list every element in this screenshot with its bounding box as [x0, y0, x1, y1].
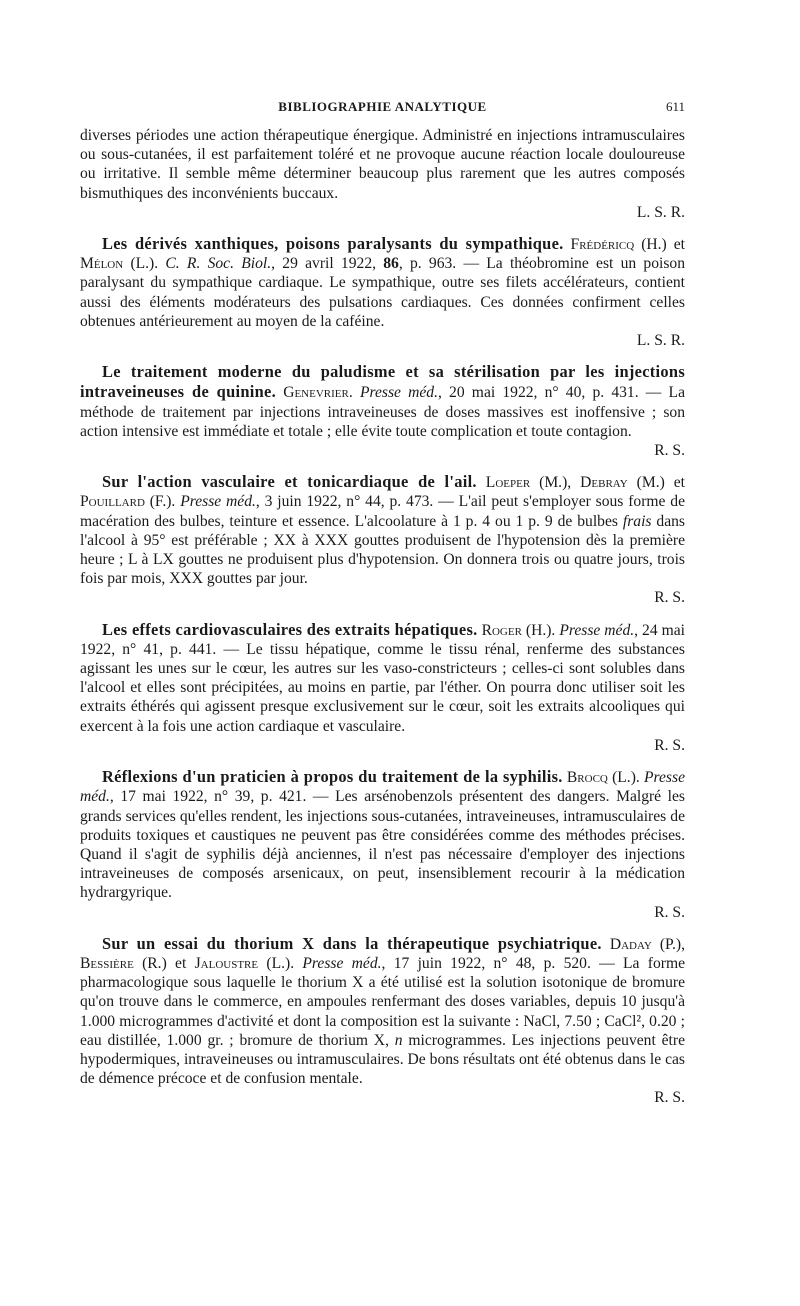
citation: , p. 963. — — [398, 255, 487, 273]
citation: , 24 mai 1922, n° 41, p. 441. — — [80, 621, 685, 658]
author-initials: (P.), — [651, 935, 685, 953]
author-initials: (L.). — [123, 255, 166, 273]
author-name: Bessière — [80, 954, 134, 972]
entry-body: dans l'alcool à 95° est préférable ; XX à XXX gouttes produisent de l'hypotension dès la première heure ; L à LX gouttes ne produisent plus d'hypotension. On donnera trois ou quatre jours, trois fois par mois, XXX gouttes par jour. — [80, 512, 685, 588]
author-name: Brocq — [566, 769, 608, 787]
entry-body: L'ail peut s'employer sous forme de macération des bulbes, teinture et essence. L'alcoolature à 1 p. 4 ou 1 p. 9 de bulbes — [80, 493, 685, 530]
citation: , 17 juin 1922, n° 48, p. 520. — — [381, 954, 624, 972]
entry-text — [80, 126, 685, 203]
bibliography-entry — [80, 620, 685, 755]
entry-body: Les arsénobenzols présentent des dangers. Malgré les grands services qu'elles rendent, les injections sous-cutanées, intraveineuses, intramusculaires de produits toxiques et caustiques ne peuvent pas être considérées comme des méthodes précises. Quand il s'agit de syphilis déjà anciennes, il n'est pas nécessaire d'employer des injections intraveineuses de composés arsenicaux, on peut, insensiblement recourir à la médication hydrargyrique. — [80, 788, 685, 902]
entry-signature: R. S. — [654, 736, 685, 754]
author-initials: . — [348, 384, 360, 402]
volume-number: 86 — [383, 255, 399, 273]
entry-body: microgrammes. Les injections peuvent être hypodermiques, intraveineuses ou intramusculaires. De bons résultats ont été obtenus dans le cas de démence précoce et de confusion mentale. — [80, 1031, 685, 1088]
entry-text — [80, 362, 685, 441]
entry-text — [80, 934, 685, 1089]
bibliography-entry — [80, 934, 685, 1108]
running-head: BIBLIOGRAPHIE ANALYTIQUE — [278, 99, 487, 114]
citation: , 20 mai 1922, n° 40, p. 431. — — [437, 384, 669, 402]
bibliography-entry — [80, 472, 685, 607]
entry-body: diverses périodes une action thérapeutique énergique. Administré en injections intramusculaires ou sous-cutanées, il est parfaitement toléré et ne provoque aucune réaction locale douloureuse ou irritative. Il semble même déterminer beaucoup plus rarement que les autres composés bismuthiques des inconvénients buccaux. — [80, 127, 685, 202]
journal-name: Presse méd. — [80, 769, 685, 806]
entry-body: Le tissu hépatique, comme le tissu rénal, renferme des substances agissant les unes sur le cœur, les autres sur les vaso-constricteurs ; celles-ci sont solubles dans l'alcool et elles sont précipitées, au moins en partie, par l'éther. On pourra donc utiliser soit les extraits éthérés qui agissent presque exclusivement sur le cœur, soit les extraits alcooliques qui exercent à la fois une action cardiaque et vasculaire. — [80, 640, 685, 735]
entry-body: La théobromine est un poison paralysant du sympathique cardiaque. Le sympathique, outre ses filets accélérateurs, contient aussi des éléments modérateurs des pulsations cardiaques. Ces données confirment celles obtenues antérieurement au moyen de la caféine. — [80, 255, 686, 330]
continued-entry — [80, 126, 685, 222]
page-header — [80, 95, 685, 115]
entry-italic-word: n — [394, 1031, 403, 1049]
entry-italic-word: frais — [622, 512, 652, 530]
entry-text — [80, 620, 685, 736]
author-initials: (F.). — [144, 493, 181, 511]
author-initials: (M.) et — [627, 474, 685, 492]
author-initials: (H.) et — [634, 236, 685, 254]
author-name: Debray — [580, 474, 628, 492]
author-name: Pouillard — [80, 493, 145, 511]
journal-name: Presse méd. — [559, 621, 635, 639]
author-initials: (M.), — [530, 474, 581, 492]
author-initials: (L.). — [258, 954, 303, 972]
author-name: Genevrier — [283, 384, 349, 402]
entry-signature: R. S. — [654, 442, 685, 460]
author-initials: (H.). — [521, 621, 560, 639]
entry-title: Réflexions d'un praticien à propos du traitement de la syphilis. — [102, 767, 563, 787]
journal-name: Presse méd. — [180, 493, 256, 511]
bibliography-entry — [80, 234, 685, 350]
bibliography-entry — [80, 362, 685, 460]
author-name: Frédéricq — [570, 236, 635, 254]
author-name: Daday — [609, 935, 652, 953]
journal-name: Presse méd. — [302, 954, 382, 972]
entry-signature: R. S. — [654, 903, 685, 921]
entry-title: Le traitement moderne du paludisme et sa stérilisation par les injections intraveineuses de quinine. — [80, 362, 685, 402]
author-initials: (R.) et — [133, 954, 195, 972]
author-initials: (L.). — [607, 769, 644, 787]
page-number: 611 — [665, 99, 685, 114]
citation: , 17 mai 1922, n° 39, p. 421. — — [109, 788, 336, 806]
entry-body: La forme pharmacologique sous laquelle le thorium X a été utilisé est la solution isotonique de bromure qu'on trouve dans le commerce, en ampoules renfermant des doses variables, depuis 10 jusqu'à 1.000 microgrammes d'activité et dont la composition est la suivante : NaCl, 7.50 ; CaCl², 0.20 ; eau distillée, 1.000 gr. ; bromure de thorium X, — [80, 954, 685, 1049]
bibliography-entry — [80, 767, 685, 922]
entry-title: Sur un essai du thorium X dans la thérapeutique psychiatrique. — [102, 933, 602, 953]
entry-body: La méthode de traitement par injections intraveineuses de doses massives est inoffensive ; son action intensive est immédiate et totale ; elle évite toute complication et toute contagion. — [80, 384, 685, 440]
citation: , 29 avril 1922, — [271, 255, 384, 273]
entry-signature: L. S. R. — [636, 332, 685, 350]
author-name: Loeper — [485, 474, 531, 492]
entry-title: Les dérivés xanthiques, poisons paralysants du sympathique. — [102, 234, 564, 254]
entry-signature: L. S. R. — [636, 203, 685, 221]
entry-title: Sur l'action vasculaire et tonicardiaque de l'ail. — [102, 472, 477, 492]
author-name: Roger — [481, 621, 522, 639]
entry-text — [80, 472, 685, 588]
author-name: Jaloustre — [194, 954, 259, 972]
author-name: Mélon — [80, 255, 124, 273]
entry-text — [80, 767, 685, 902]
page-body — [80, 126, 685, 1108]
entry-signature: R. S. — [654, 1089, 685, 1107]
journal-name: C. R. Soc. Biol. — [165, 255, 272, 273]
entry-title: Les effets cardiovasculaires des extraits hépatiques. — [102, 619, 478, 639]
journal-name: Presse méd. — [359, 384, 438, 402]
entry-signature: R. S. — [654, 589, 685, 607]
entry-text — [80, 234, 685, 331]
citation: , 3 juin 1922, n° 44, p. 473. — — [255, 493, 459, 511]
